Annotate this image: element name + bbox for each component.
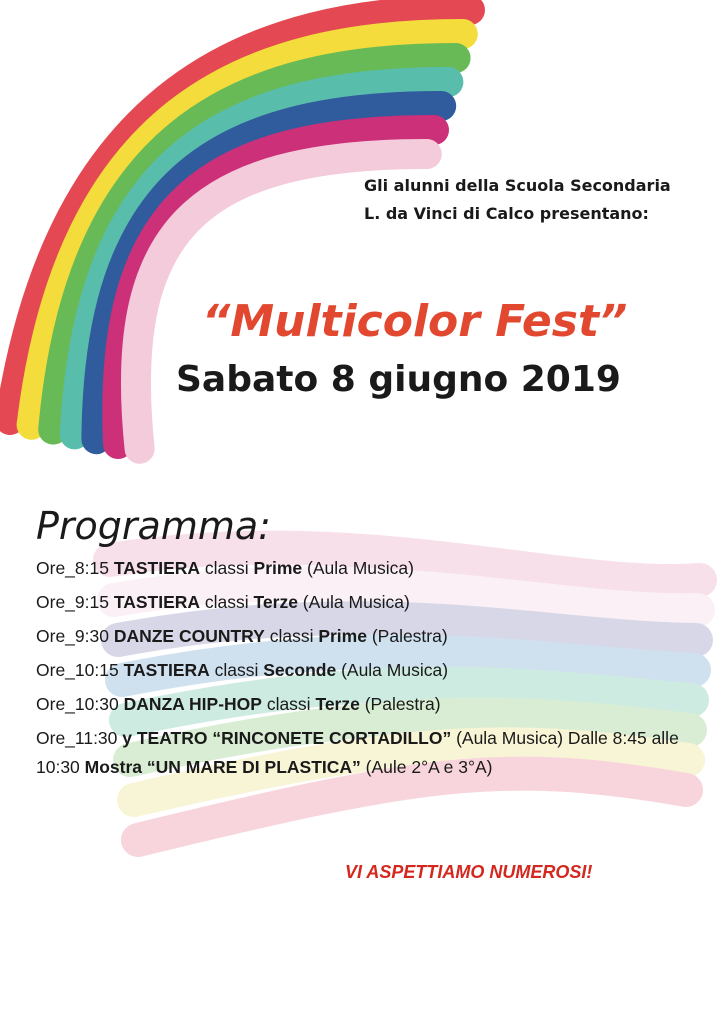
schedule-item [36, 588, 708, 622]
schedule-time: Ore_9:15 [36, 592, 114, 612]
exhibit-title: “UN MARE DI PLASTICA” [142, 757, 361, 777]
schedule-activity: TASTIERA [113, 592, 201, 612]
schedule-place: (Aula Musica) [336, 660, 449, 680]
event-title: “Multicolor Fest” [202, 296, 628, 347]
programma-heading: Programma: [36, 504, 271, 548]
intro-line-1: Gli alunni della Scuola Secondaria [364, 176, 671, 195]
schedule-activity: y TEATRO “RINCONETE CORTADILLO” [122, 728, 452, 748]
schedule-classes-word: classi [264, 626, 319, 646]
schedule-place: (Palestra) [359, 694, 441, 714]
schedule-list [36, 554, 708, 777]
event-date: Sabato 8 giugno 2019 [176, 359, 621, 400]
schedule-classes: Terze [253, 592, 298, 612]
schedule-item [36, 656, 708, 690]
schedule-time: Ore_8:15 [36, 558, 114, 578]
schedule-activity: DANZE COUNTRY [113, 626, 265, 646]
schedule-classes: Prime [253, 558, 303, 578]
schedule-item [36, 690, 708, 724]
schedule-classes-word: classi [209, 660, 264, 680]
schedule-activity: TASTIERA [113, 558, 201, 578]
schedule-time: Ore_9:30 [36, 626, 114, 646]
closing-message: VI ASPETTIAMO NUMEROSI! [345, 862, 593, 882]
schedule-classes: Prime [318, 626, 367, 646]
exhibit-label: Mostra [84, 757, 143, 777]
schedule-classes-word: classi [200, 558, 254, 578]
intro-line-2: L. da Vinci di Calco presentano: [364, 204, 649, 223]
schedule-item [36, 554, 708, 588]
schedule-time: Ore_10:30 [36, 694, 124, 714]
schedule-item-last [36, 724, 696, 777]
schedule-classes-word: classi [200, 592, 254, 612]
schedule-classes-word: classi [261, 694, 316, 714]
schedule-place: (Palestra) [366, 626, 448, 646]
schedule-time: Ore_11:30 [36, 728, 123, 748]
exhibit-place: (Aule 2°A e 3°A) [360, 757, 493, 777]
schedule-place: (Aula Musica) [297, 592, 410, 612]
schedule-classes: Seconde [263, 660, 337, 680]
schedule-time: Ore_10:15 [36, 660, 124, 680]
schedule-place: (Aula Musica) Dalle 8:45 alle 10:30 [36, 728, 679, 777]
schedule-activity: DANZA HIP-HOP [123, 694, 262, 714]
schedule-item [36, 622, 708, 656]
schedule-place: (Aula Musica) [302, 558, 414, 578]
schedule-activity: TASTIERA [123, 660, 210, 680]
intro-text [364, 172, 704, 228]
schedule-classes: Terze [315, 694, 360, 714]
